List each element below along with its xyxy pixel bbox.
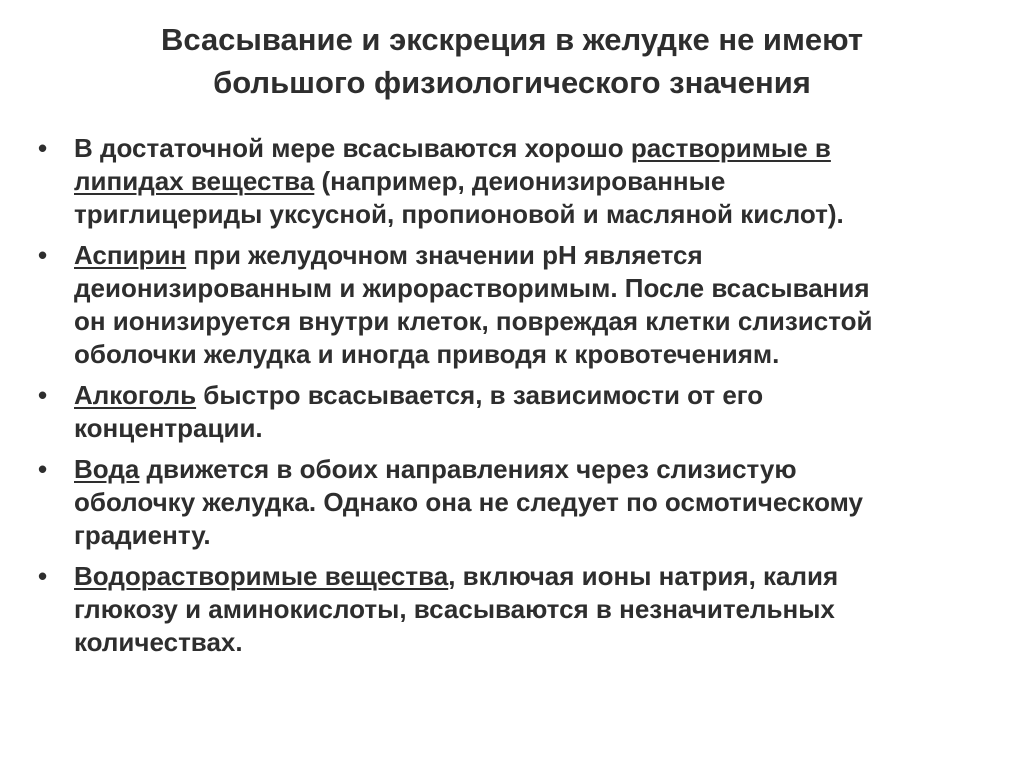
slide-title-line-2: большого физиологического значения — [213, 65, 811, 100]
bullet-item — [38, 132, 1008, 231]
bullet-text: (например, деионизированные — [314, 166, 726, 196]
bullet-text: В достаточной мере всасываются хорошо — [74, 133, 631, 163]
bullet-text-line — [74, 453, 1008, 486]
bullet-text: глюкозу и аминокислоты, всасываются в незначительных — [74, 594, 835, 624]
bullet-text: градиенту. — [74, 520, 211, 550]
bullet-text-line — [74, 239, 1008, 272]
bullet-item — [38, 239, 1008, 371]
underlined-term: растворимые в — [630, 133, 831, 163]
underlined-term: Вода — [74, 454, 140, 484]
bullet-text-line — [74, 593, 1008, 626]
bullet-text-line — [74, 626, 1008, 659]
underlined-term: липидах вещества — [74, 166, 315, 196]
bullet-text: триглицериды уксусной, пропионовой и масляной кислот). — [74, 199, 844, 229]
bullet-text-line — [74, 305, 1008, 338]
bullet-list — [38, 132, 1008, 667]
bullet-dot-icon: • — [38, 133, 48, 163]
bullet-text: , включая ионы натрия, калия — [448, 561, 839, 591]
bullet-text: при желудочном значении рН является — [186, 240, 703, 270]
bullet-item — [38, 560, 1008, 659]
bullet-text-line — [74, 338, 1008, 371]
bullet-text: количествах. — [74, 627, 243, 657]
bullet-text-line — [74, 379, 1008, 412]
bullet-text: быстро всасывается, в зависимости от его — [196, 380, 764, 410]
bullet-dot-icon: • — [38, 240, 48, 270]
bullet-text: оболочку желудка. Однако она не следует по осмотическому — [74, 487, 864, 517]
bullet-text-line — [74, 132, 1008, 165]
bullet-text-line — [74, 198, 1008, 231]
underlined-term: Алкоголь — [74, 380, 197, 410]
bullet-text: оболочки желудка и иногда приводя к кровотечениям. — [74, 339, 780, 369]
bullet-dot-icon: • — [38, 454, 48, 484]
bullet-text-line — [74, 272, 1008, 305]
bullet-text-line — [74, 560, 1008, 593]
bullet-text-line — [74, 165, 1008, 198]
bullet-text-line — [74, 519, 1008, 552]
bullet-dot-icon: • — [38, 380, 48, 410]
bullet-text: концентрации. — [74, 413, 263, 443]
underlined-term: Аспирин — [74, 240, 187, 270]
bullet-text-line — [74, 412, 1008, 445]
underlined-term: Водорастворимые вещества — [74, 561, 449, 591]
bullet-dot-icon: • — [38, 561, 48, 591]
bullet-text-line — [74, 486, 1008, 519]
bullet-text: движется в обоих направлениях через слизистую — [139, 454, 797, 484]
bullet-text: деионизированным и жирорастворимым. После всасывания — [74, 273, 870, 303]
slide-title — [60, 18, 964, 104]
slide-title-line-1: Всасывание и экскреция в желудке не имеют — [160, 22, 864, 57]
bullet-item — [38, 379, 1008, 445]
bullet-text: он ионизируется внутри клеток, повреждая клетки слизистой — [74, 306, 873, 336]
bullet-item — [38, 453, 1008, 552]
